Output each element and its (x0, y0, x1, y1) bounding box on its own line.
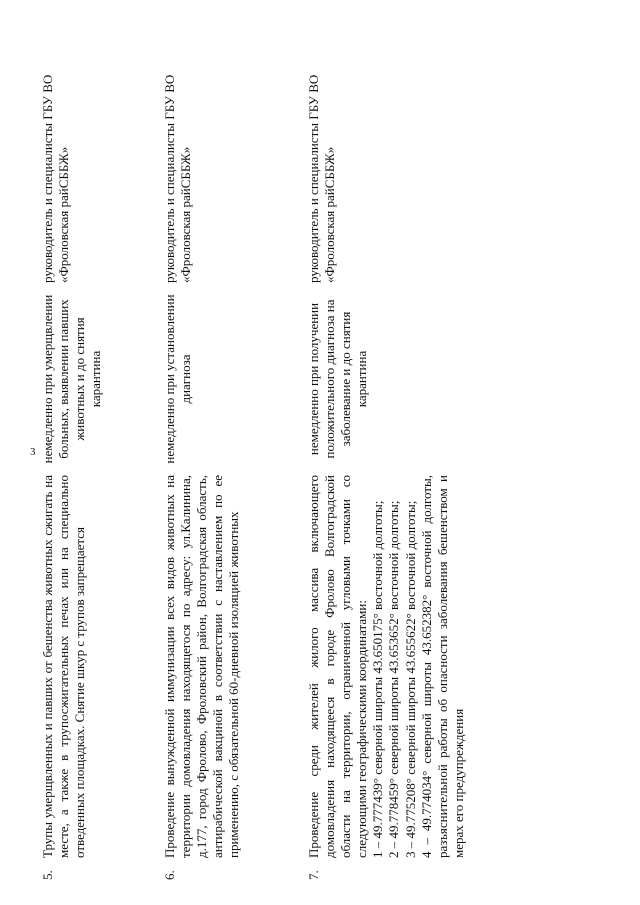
deadline-text: немедленно при установлении диагноза (162, 294, 194, 464)
deadline-text: немедленно при получении положительного диагноза на заболевание и до снятия карантина (306, 299, 370, 459)
responsible-text: руководитель и специалисты ГБУ ВО «Фроловская райСББЖ» (40, 74, 72, 283)
row-number: 6. (162, 870, 177, 880)
coordinate-line: 3 – 49.775208° северной широты 43.655622° восточной долготы; (402, 500, 418, 858)
responsible-text: руководитель и специалисты ГБУ ВО «Фроловская райСББЖ» (306, 74, 338, 283)
coordinate-line: 2 – 49.778459° северной широты 43.653652° восточной долготы; (386, 500, 402, 858)
coordinate-line: 4 – 49.774034° северной широты 43.652382° восточной долготы, разъяснительной работы об опасности заболевания бешенством и мерах его предупреждения (418, 475, 466, 858)
action-text: Трупы умерщвленных и павших от бешенства животных сжигать на месте, а также в трупосжигательных печах или на специально отведенных площадках. Снятие шкур с трупов запрещается (40, 475, 88, 858)
coordinate-line: 1 – 49.777439° северной широты 43.650175° восточной долготы; (370, 500, 386, 858)
action-intro: Проведение среди жителей жилого массива включающего домовладения находящееся в городе Фролово Волгоградской области на территории, ограниченной угловыми точками со следующими географическими координатами: (306, 475, 370, 858)
page-number: 3 (30, 446, 36, 458)
row-number: 7. (306, 870, 321, 880)
action-block (306, 475, 467, 858)
rotated-table (40, 30, 600, 880)
responsible-text: руководитель и специалисты ГБУ ВО «Фроловская райСББЖ» (162, 74, 194, 283)
deadline-text: немедленно при умерщвлении больных, выявлении павших животных и до снятия карантина (40, 294, 104, 464)
action-text: Проведение вынужденной иммунизации всех видов животных на территории домовладения находящегося по адресу: ул.Калинина, д.177, город Фролово, Фроловский район, Волгоградская область, антирабической вакциной в соответствии с наставлением по ее применению, с обязательной 60-дневной изоляцией животных (162, 475, 242, 858)
row-number: 5. (40, 870, 55, 880)
